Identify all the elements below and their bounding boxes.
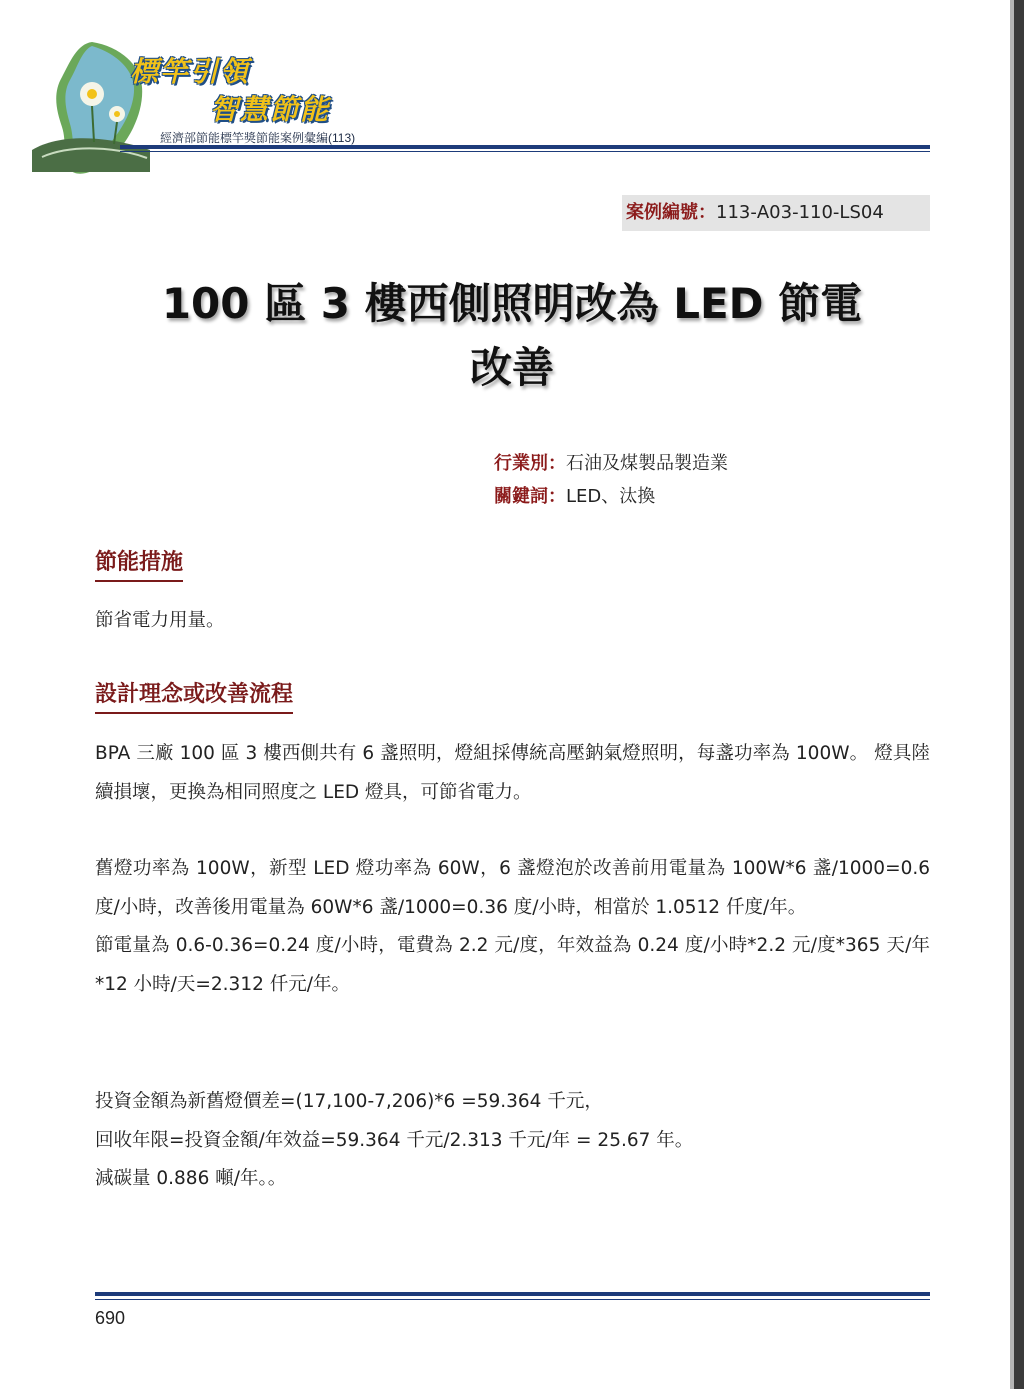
- keywords-row: [494, 480, 728, 513]
- industry-value: 石油及煤製品製造業: [566, 453, 728, 474]
- design-paragraph-2-line2: 節電量為 0.6-0.36=0.24 度/小時，電費為 2.2 元/度，年效益為 0.24 度/小時*2.2 元/度*365 天/年*12 小時/天=2.312 仟元/年。: [95, 935, 930, 995]
- design-paragraph-2-line1: 舊燈功率為 100W，新型 LED 燈功率為 60W，6 盞燈泡於改善前用電量為 100W*6 盞/1000=0.6 度/小時，改善後用電量為 60W*6 盞/1000=0.36 度/小時，相當於 1.0512 仟度/年。: [95, 858, 930, 918]
- design-paragraph-3-line2: 回收年限=投資金額/年效益=59.364 千元/2.313 千元/年 = 25.67 年。: [95, 1129, 694, 1151]
- page-title-line1: 100 區 3 樓西側照明改為 LED 節電: [161, 279, 863, 328]
- page-title: [100, 272, 924, 400]
- design-paragraph-1: BPA 三廠 100 區 3 樓西側共有 6 盞照明，燈組採傳統高壓鈉氣燈照明，每盞功率為 100W。 燈具陸續損壞，更換為相同照度之 LED 燈具，可節省電力。: [95, 743, 930, 803]
- measure-heading: 節能措施: [95, 548, 183, 582]
- keywords-value: LED、汰換: [566, 486, 656, 507]
- design-paragraph-3-line3: 減碳量 0.886 噸/年。。: [95, 1168, 287, 1189]
- design-paragraph-2: [95, 850, 930, 1004]
- keywords-label: 關鍵詞：: [494, 486, 566, 507]
- case-number-value: 113-A03-110-LS04: [716, 202, 884, 223]
- header-rule: [120, 145, 930, 149]
- page-edge-strip: [1014, 0, 1024, 1389]
- design-heading: 設計理念或改善流程: [95, 680, 293, 714]
- industry-label: 行業別：: [494, 453, 566, 474]
- footer-rule-thin: [95, 1299, 930, 1300]
- design-paragraph-3: [95, 1083, 930, 1199]
- case-number-box: [622, 195, 930, 231]
- industry-row: [494, 447, 728, 480]
- logo-title-line2: 智慧節能: [210, 93, 331, 126]
- meta-info: [494, 447, 728, 513]
- case-number-label: 案例編號：: [626, 202, 716, 223]
- footer-rule: [95, 1292, 930, 1296]
- header-rule-thin: [120, 151, 930, 152]
- measure-text: 節省電力用量。: [95, 610, 225, 631]
- header-subtitle: 經濟部節能標竿獎節能案例彙編(113): [160, 131, 356, 145]
- page-title-line2: 改善: [469, 343, 554, 392]
- page-number: 690: [95, 1308, 126, 1328]
- logo-title-line1: 標竿引領: [130, 55, 251, 88]
- design-paragraph-3-line1: 投資金額為新舊燈價差=(17,100-7,206)*6 =59.364 千元，: [95, 1091, 603, 1112]
